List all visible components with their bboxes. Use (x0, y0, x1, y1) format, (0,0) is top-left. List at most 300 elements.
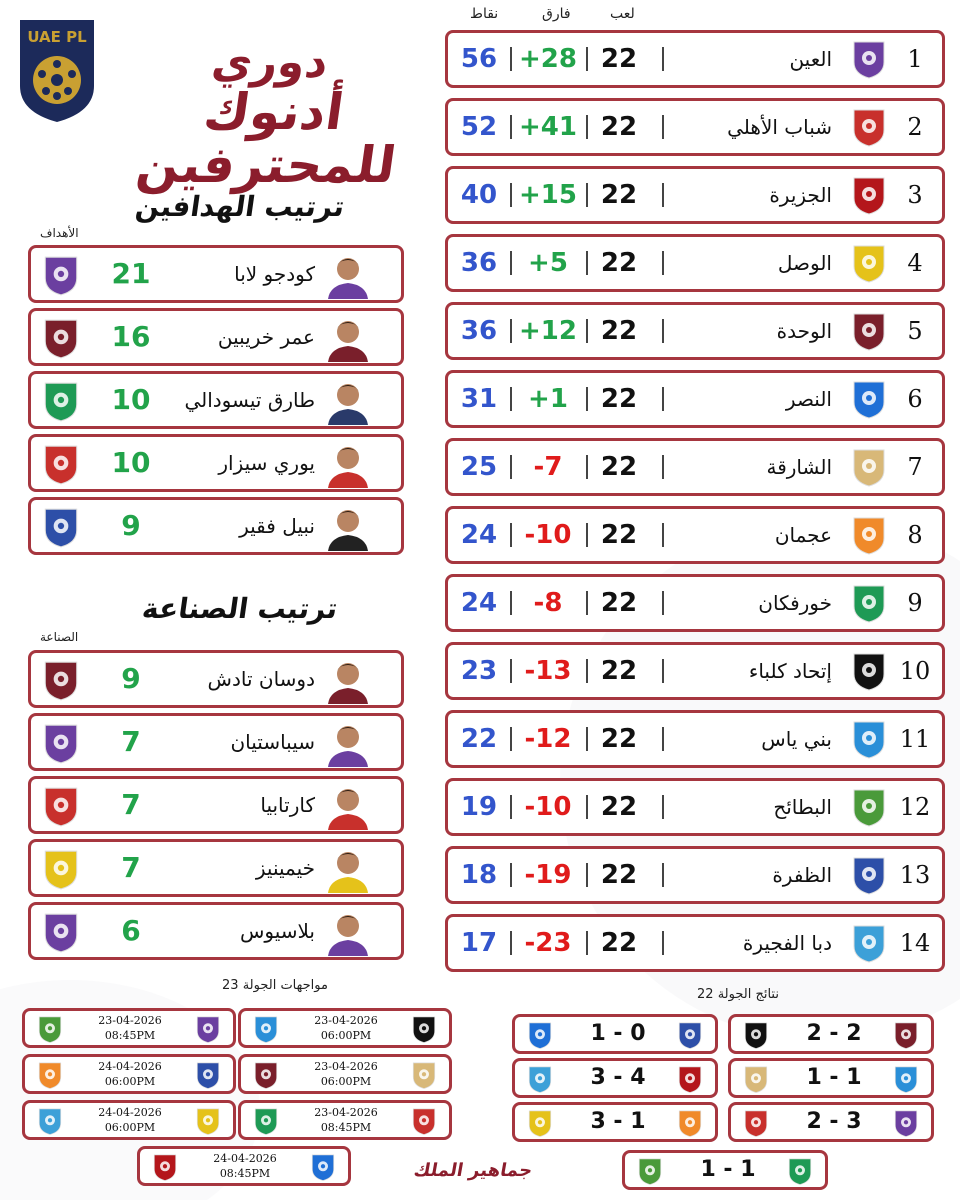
result-team-left (525, 1064, 555, 1094)
result-card (512, 1102, 718, 1142)
games-played: 22 (600, 928, 638, 958)
result-right-crest-icon (891, 1020, 921, 1050)
fixture-time: 06:00PM (104, 1121, 156, 1134)
team-name: الوصل (777, 251, 832, 275)
team-points: 56 (460, 44, 498, 74)
brand-logo: جماهير الملك (412, 1160, 535, 1181)
divider (586, 251, 588, 275)
team-crest (848, 38, 890, 80)
standings-row (445, 642, 945, 700)
goal-difference: -7 (533, 452, 563, 482)
team-rank: 14 (899, 929, 931, 957)
player-stat-value: 16 (111, 320, 151, 353)
result-team-right (785, 1156, 815, 1186)
player-photo (325, 656, 371, 704)
al-wasl-crest-icon (39, 847, 83, 891)
fixtures-title: مواجهات الجولة 23 (222, 978, 328, 993)
al-jazira-crest-icon (848, 174, 890, 216)
team-rank: 7 (907, 453, 923, 481)
fixture-team-a (150, 1152, 180, 1182)
league-title-line1: دوري (208, 37, 332, 88)
fixture-card (238, 1054, 452, 1094)
fixture-team-b (193, 1060, 223, 1090)
result-score: 1 - 1 (806, 1065, 862, 1090)
dhafra-crest-icon (39, 505, 83, 549)
assist-row (28, 776, 404, 834)
assist-row (28, 839, 404, 897)
team-name: الجزيرة (769, 183, 832, 207)
shabab-ahli-crest-icon (39, 442, 83, 486)
result-team-left (741, 1108, 771, 1138)
al-wahda-crest-icon (848, 310, 890, 352)
player-photo (325, 314, 371, 362)
fixture-time: 08:45PM (219, 1167, 271, 1180)
player-photo-icon (325, 908, 371, 956)
player-photo-icon (325, 782, 371, 830)
result-team-left (525, 1020, 555, 1050)
fixture-date: 23-04-2026 (314, 1060, 378, 1073)
divider (586, 455, 588, 479)
fixture-team-b (409, 1060, 439, 1090)
fixture-team-a (251, 1106, 281, 1136)
fixture-away-crest-icon (251, 1060, 281, 1090)
divider (662, 931, 664, 955)
team-name: بني ياس (761, 727, 832, 751)
team-name: خورفكان (758, 591, 832, 615)
fixture-team-a (251, 1060, 281, 1090)
goal-difference: +41 (519, 112, 577, 142)
divider (510, 387, 512, 411)
scorer-row (28, 308, 404, 366)
team-points: 36 (460, 316, 498, 346)
assist-row (28, 713, 404, 771)
goal-difference: +15 (519, 180, 577, 210)
result-score: 3 - 4 (590, 1065, 646, 1090)
goal-difference: +28 (519, 44, 577, 74)
sharjah-crest-icon (848, 446, 890, 488)
player-photo-icon (325, 845, 371, 893)
player-stat-value: 9 (121, 662, 141, 695)
player-photo (325, 377, 371, 425)
player-photo-icon (325, 251, 371, 299)
player-photo (325, 719, 371, 767)
player-stat-value: 10 (111, 383, 151, 416)
divider (662, 387, 664, 411)
fixture-home-crest-icon (409, 1106, 439, 1136)
divider (586, 183, 588, 207)
al-nasr-crest-icon (848, 378, 890, 420)
goal-difference: -12 (524, 724, 572, 754)
player-photo (325, 440, 371, 488)
standings-row (445, 506, 945, 564)
team-crest (848, 514, 890, 556)
fixture-team-a (251, 1014, 281, 1044)
divider (510, 115, 512, 139)
team-crest (848, 650, 890, 692)
fixture-home-crest-icon (308, 1152, 338, 1182)
result-score: 1 - 1 (700, 1157, 756, 1182)
player-club-crest (39, 505, 83, 549)
player-name: بلاسيوس (239, 919, 315, 943)
team-rank: 11 (899, 725, 931, 753)
divider (586, 727, 588, 751)
result-team-right (675, 1020, 705, 1050)
result-team-right (891, 1020, 921, 1050)
player-photo (325, 251, 371, 299)
team-points: 24 (460, 588, 498, 618)
team-crest (848, 106, 890, 148)
assist-row (28, 902, 404, 960)
team-name: الوحدة (776, 319, 832, 343)
fixture-card (22, 1100, 236, 1140)
standings-row (445, 778, 945, 836)
divider (510, 47, 512, 71)
team-crest (848, 310, 890, 352)
divider (662, 591, 664, 615)
team-rank: 6 (907, 385, 923, 413)
kalba-crest-icon (848, 650, 890, 692)
player-club-crest (39, 253, 83, 297)
divider (510, 863, 512, 887)
team-points: 36 (460, 248, 498, 278)
divider (586, 115, 588, 139)
standings-row (445, 438, 945, 496)
result-team-left (635, 1156, 665, 1186)
result-team-right (675, 1108, 705, 1138)
played-header: لعب (610, 6, 635, 22)
divider (662, 115, 664, 139)
games-played: 22 (600, 656, 638, 686)
league-title-line2: أدنوك للمحترفين (133, 83, 400, 194)
player-photo (325, 503, 371, 551)
player-photo-icon (325, 377, 371, 425)
fixture-away-crest-icon (150, 1152, 180, 1182)
standings-row (445, 914, 945, 972)
scorers-title: ترتيب الهدافين (133, 190, 347, 223)
team-crest (848, 378, 890, 420)
team-points: 24 (460, 520, 498, 550)
player-photo-icon (325, 440, 371, 488)
player-photo-icon (325, 503, 371, 551)
team-rank: 4 (907, 249, 923, 277)
assists-column-label: الصناعة (40, 630, 79, 644)
result-team-right (891, 1064, 921, 1094)
standings-row (445, 302, 945, 360)
player-club-crest (39, 658, 83, 702)
result-card (512, 1014, 718, 1054)
team-points: 18 (460, 860, 498, 890)
goal-difference: -10 (524, 792, 572, 822)
player-stat-value: 10 (111, 446, 151, 479)
team-points: 17 (460, 928, 498, 958)
fixture-team-b (308, 1152, 338, 1182)
goal-difference: +1 (528, 384, 568, 414)
fixture-home-crest-icon (409, 1060, 439, 1090)
player-stat-value: 21 (111, 257, 151, 290)
games-played: 22 (600, 248, 638, 278)
team-points: 25 (460, 452, 498, 482)
divider (510, 659, 512, 683)
divider (510, 319, 512, 343)
games-played: 22 (600, 860, 638, 890)
divider (586, 931, 588, 955)
divider (510, 931, 512, 955)
result-team-right (675, 1064, 705, 1094)
divider (586, 659, 588, 683)
games-played: 22 (600, 520, 638, 550)
fixture-team-a (35, 1014, 65, 1044)
league-title (110, 37, 430, 194)
fixture-date: 24-04-2026 (98, 1060, 162, 1073)
result-right-crest-icon (675, 1108, 705, 1138)
team-name: الظفرة (772, 863, 832, 887)
result-team-right (891, 1108, 921, 1138)
scorer-row (28, 434, 404, 492)
games-played: 22 (600, 180, 638, 210)
results-title: نتائج الجولة 22 (697, 987, 779, 1002)
team-points: 22 (460, 724, 498, 754)
team-name: العين (789, 47, 832, 71)
dibba-crest-icon (848, 922, 890, 964)
khorfakkan-crest-icon (848, 582, 890, 624)
fixture-away-crest-icon (251, 1014, 281, 1044)
result-right-crest-icon (675, 1064, 705, 1094)
fixture-card (22, 1008, 236, 1048)
result-score: 2 - 3 (806, 1109, 862, 1134)
player-stat-value: 7 (121, 851, 141, 884)
al-ain-crest-icon (39, 910, 83, 954)
player-photo (325, 908, 371, 956)
player-name: طارق تيسودالي (184, 388, 315, 412)
fixture-away-crest-icon (35, 1060, 65, 1090)
result-team-left (741, 1020, 771, 1050)
team-rank: 5 (907, 317, 923, 345)
player-club-crest (39, 442, 83, 486)
fixture-team-b (193, 1014, 223, 1044)
team-crest (848, 786, 890, 828)
dhafra-crest-icon (848, 854, 890, 896)
fixture-team-a (35, 1060, 65, 1090)
bataeh-crest-icon (848, 786, 890, 828)
player-club-crest (39, 910, 83, 954)
al-ain-crest-icon (39, 721, 83, 765)
games-played: 22 (600, 316, 638, 346)
divider (510, 591, 512, 615)
player-name: عمر خريبين (217, 325, 315, 349)
diff-header: فارق (542, 6, 571, 22)
standings-row (445, 234, 945, 292)
divider (662, 795, 664, 819)
player-photo (325, 782, 371, 830)
standings-row (445, 846, 945, 904)
divider (662, 183, 664, 207)
fixture-card (238, 1008, 452, 1048)
result-card (728, 1058, 934, 1098)
al-wahda-crest-icon (39, 658, 83, 702)
result-score: 1 - 0 (590, 1021, 646, 1046)
team-name: عجمان (774, 523, 832, 547)
result-card (622, 1150, 828, 1190)
team-name: البطائح (773, 795, 832, 819)
player-club-crest (39, 316, 83, 360)
fixture-home-crest-icon (193, 1014, 223, 1044)
team-name: شباب الأهلي (727, 115, 832, 139)
team-rank: 8 (907, 521, 923, 549)
games-played: 22 (600, 724, 638, 754)
al-ain-crest-icon (848, 38, 890, 80)
divider (586, 319, 588, 343)
team-points: 40 (460, 180, 498, 210)
divider (662, 659, 664, 683)
goal-difference: +12 (519, 316, 577, 346)
fixture-time: 08:45PM (320, 1121, 372, 1134)
scorer-row (28, 371, 404, 429)
result-right-crest-icon (891, 1064, 921, 1094)
khorfakkan-crest-icon (39, 379, 83, 423)
divider (510, 727, 512, 751)
goal-difference: -8 (533, 588, 563, 618)
team-rank: 13 (899, 861, 931, 889)
divider (662, 455, 664, 479)
result-score: 3 - 1 (590, 1109, 646, 1134)
fixture-time: 06:00PM (320, 1075, 372, 1088)
divider (510, 795, 512, 819)
player-photo-icon (325, 314, 371, 362)
result-right-crest-icon (785, 1156, 815, 1186)
player-name: كودجو لابا (234, 262, 315, 286)
player-photo-icon (325, 656, 371, 704)
fixture-away-crest-icon (35, 1106, 65, 1136)
team-points: 52 (460, 112, 498, 142)
team-rank: 12 (899, 793, 931, 821)
result-team-left (525, 1108, 555, 1138)
result-left-crest-icon (525, 1108, 555, 1138)
fixture-home-crest-icon (409, 1014, 439, 1044)
team-crest (848, 922, 890, 964)
result-left-crest-icon (635, 1156, 665, 1186)
divider (510, 183, 512, 207)
league-logo-text: UAE PL (27, 28, 87, 46)
team-rank: 10 (899, 657, 931, 685)
standings-row (445, 166, 945, 224)
result-left-crest-icon (741, 1108, 771, 1138)
standings-row (445, 370, 945, 428)
ajman-crest-icon (848, 514, 890, 556)
team-name: الشارقة (766, 455, 832, 479)
player-club-crest (39, 784, 83, 828)
fixture-team-b (409, 1014, 439, 1044)
standings-row (445, 574, 945, 632)
fixture-away-crest-icon (35, 1014, 65, 1044)
result-card (728, 1102, 934, 1142)
player-club-crest (39, 721, 83, 765)
scorer-row (28, 245, 404, 303)
team-crest (848, 854, 890, 896)
player-photo-icon (325, 719, 371, 767)
fixture-date: 24-04-2026 (98, 1106, 162, 1119)
player-club-crest (39, 847, 83, 891)
team-points: 31 (460, 384, 498, 414)
divider (662, 727, 664, 751)
goal-difference: -23 (524, 928, 572, 958)
fixture-home-crest-icon (193, 1106, 223, 1136)
shabab-ahli-crest-icon (39, 784, 83, 828)
player-name: سيباستيان (230, 730, 315, 754)
divider (586, 795, 588, 819)
games-played: 22 (600, 588, 638, 618)
assists-title: ترتيب الصناعة (140, 592, 340, 625)
team-crest (848, 582, 890, 624)
player-photo (325, 845, 371, 893)
team-crest (848, 718, 890, 760)
team-name: دبا الفجيرة (742, 931, 832, 955)
goal-difference: -13 (524, 656, 572, 686)
divider (586, 387, 588, 411)
divider (510, 455, 512, 479)
games-played: 22 (600, 44, 638, 74)
team-name: النصر (785, 387, 832, 411)
team-crest (848, 446, 890, 488)
fixture-team-b (193, 1106, 223, 1136)
divider (586, 523, 588, 547)
games-played: 22 (600, 384, 638, 414)
player-name: يوري سيزار (218, 451, 315, 475)
player-club-crest (39, 379, 83, 423)
player-stat-value: 6 (121, 914, 141, 947)
goal-difference: +5 (528, 248, 568, 278)
fixture-home-crest-icon (193, 1060, 223, 1090)
divider (662, 47, 664, 71)
team-rank: 1 (907, 45, 923, 73)
shabab-ahli-crest-icon (848, 106, 890, 148)
result-right-crest-icon (891, 1108, 921, 1138)
games-played: 22 (600, 452, 638, 482)
team-crest (848, 242, 890, 284)
fixture-date: 24-04-2026 (213, 1152, 277, 1165)
standings-row (445, 98, 945, 156)
team-rank: 9 (907, 589, 923, 617)
team-points: 23 (460, 656, 498, 686)
divider (586, 47, 588, 71)
team-points: 19 (460, 792, 498, 822)
fixture-card (22, 1054, 236, 1094)
fixture-team-a (35, 1106, 65, 1136)
divider (510, 251, 512, 275)
al-ain-crest-icon (39, 253, 83, 297)
standings-row (445, 710, 945, 768)
standings-row (445, 30, 945, 88)
fixture-time: 08:45PM (104, 1029, 156, 1042)
team-rank: 2 (907, 113, 923, 141)
league-logo-icon (16, 16, 98, 124)
fixture-card (137, 1146, 351, 1186)
result-card (728, 1014, 934, 1054)
baniyas-crest-icon (848, 718, 890, 760)
fixture-team-b (409, 1106, 439, 1136)
divider (662, 863, 664, 887)
fixture-away-crest-icon (251, 1106, 281, 1136)
player-stat-value: 7 (121, 788, 141, 821)
fixture-time: 06:00PM (320, 1029, 372, 1042)
divider (662, 251, 664, 275)
result-team-left (741, 1064, 771, 1094)
fixture-card (238, 1100, 452, 1140)
scorers-column-label: الأهداف (40, 226, 79, 240)
player-name: نبيل فقير (239, 514, 315, 538)
goal-difference: -19 (524, 860, 572, 890)
divider (662, 523, 664, 547)
player-stat-value: 9 (121, 509, 141, 542)
